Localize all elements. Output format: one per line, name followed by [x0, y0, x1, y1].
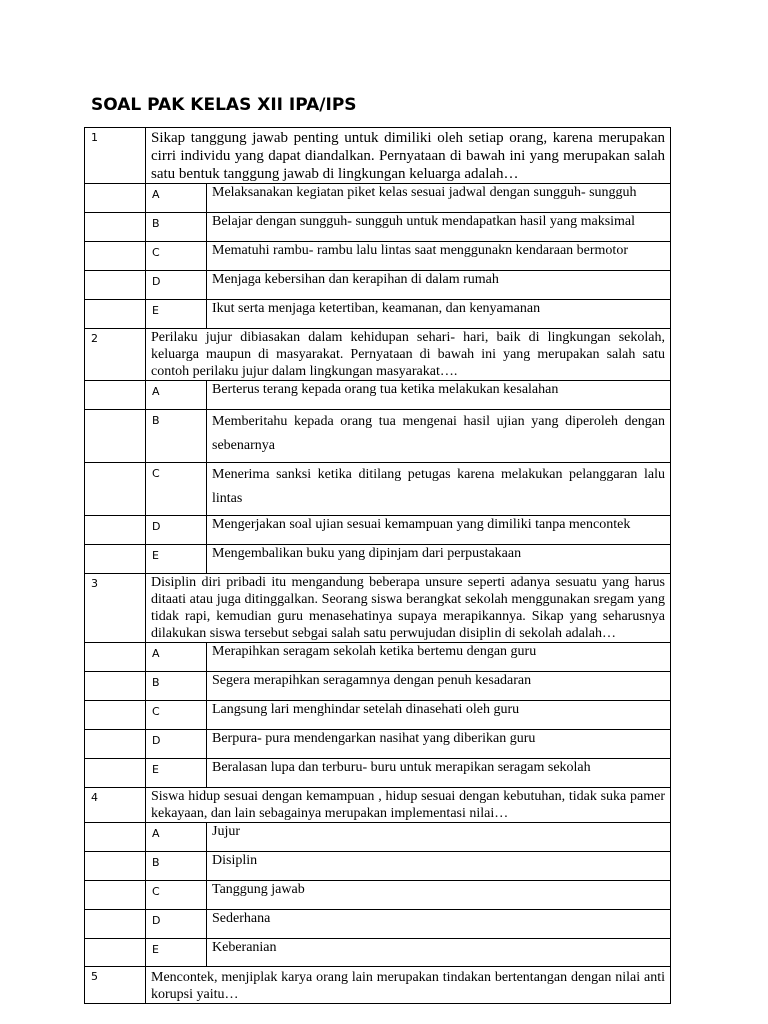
question-row — [85, 788, 671, 823]
question-number: 3 — [85, 574, 146, 643]
page-title: SOAL PAK KELAS XII IPA/IPS — [91, 95, 357, 115]
option-text: Segera merapihkan seragamnya dengan penuh kesadaran — [207, 672, 671, 701]
option-row — [85, 381, 671, 410]
option-text: Menerima sanksi ketika ditilang petugas karena melakukan pelanggaran lalu lintas — [207, 463, 671, 516]
option-letter: D — [146, 516, 207, 545]
question-number: 1 — [85, 128, 146, 184]
option-row — [85, 242, 671, 271]
option-text: Ikut serta menjaga ketertiban, keamanan, dan kenyamanan — [207, 300, 671, 329]
option-row — [85, 823, 671, 852]
option-row — [85, 410, 671, 463]
option-letter: A — [146, 643, 207, 672]
option-row — [85, 213, 671, 242]
option-letter: E — [146, 300, 207, 329]
question-row — [85, 967, 671, 1004]
option-text: Tanggung jawab — [207, 881, 671, 910]
option-row — [85, 852, 671, 881]
question-row — [85, 574, 671, 643]
question-text: Mencontek, menjiplak karya orang lain merupakan tindakan bertentangan dengan nilai anti korupsi yaitu… — [146, 967, 671, 1004]
option-row — [85, 463, 671, 516]
question-number: 4 — [85, 788, 146, 823]
option-row — [85, 300, 671, 329]
question-text: Perilaku jujur dibiasakan dalam kehidupan sehari- hari, baik di lingkungan sekolah, keluarga maupun di masyarakat. Pernyataan di bawah ini yang merupakan salah satu contoh perilaku jujur dalam lingkungan masyarakat…. — [146, 329, 671, 381]
option-text: Disiplin — [207, 852, 671, 881]
option-letter: D — [146, 910, 207, 939]
option-row — [85, 643, 671, 672]
option-letter: C — [146, 242, 207, 271]
option-row — [85, 881, 671, 910]
option-text: Mengerjakan soal ujian sesuai kemampuan yang dimiliki tanpa mencontek — [207, 516, 671, 545]
option-letter: D — [146, 730, 207, 759]
option-row — [85, 701, 671, 730]
question-row — [85, 128, 671, 184]
option-text: Merapihkan seragam sekolah ketika bertemu dengan guru — [207, 643, 671, 672]
option-text: Menjaga kebersihan dan kerapihan di dalam rumah — [207, 271, 671, 300]
option-letter: E — [146, 545, 207, 574]
option-text: Jujur — [207, 823, 671, 852]
option-letter: A — [146, 184, 207, 213]
option-text: Sederhana — [207, 910, 671, 939]
option-row — [85, 910, 671, 939]
question-number: 2 — [85, 329, 146, 381]
option-text: Berpura- pura mendengarkan nasihat yang diberikan guru — [207, 730, 671, 759]
question-row — [85, 329, 671, 381]
question-table — [84, 127, 671, 1004]
option-row — [85, 672, 671, 701]
question-text: Disiplin diri pribadi itu mengandung beberapa unsure seperti adanya sesuatu yang harus ditaati atau juga ditinggalkan. Seorang siswa berangkat sekolah menggunakan sregam yang tidak rapi, kemudian guru menasehatinya supaya merapikannya. Sikap yang seharusnya dilakukan siswa tersebut sebgai salah satu perwujudan disiplin di sekolah adalah… — [146, 574, 671, 643]
option-text: Beralasan lupa dan terburu- buru untuk merapikan seragam sekolah — [207, 759, 671, 788]
option-row — [85, 759, 671, 788]
option-text: Melaksanakan kegiatan piket kelas sesuai jadwal dengan sungguh- sungguh — [207, 184, 671, 213]
option-letter: A — [146, 381, 207, 410]
option-text: Memberitahu kepada orang tua mengenai hasil ujian yang diperoleh dengan sebenarnya — [207, 410, 671, 463]
option-letter: B — [146, 672, 207, 701]
option-text: Berterus terang kepada orang tua ketika melakukan kesalahan — [207, 381, 671, 410]
question-text: Sikap tanggung jawab penting untuk dimiliki oleh setiap orang, karena merupakan cirri individu yang dapat diandalkan. Pernyataan di bawah ini yang merupakan salah satu bentuk tanggung jawab di lingkungan keluarga adalah… — [146, 128, 671, 184]
option-letter: B — [146, 410, 207, 463]
option-letter: A — [146, 823, 207, 852]
option-row — [85, 545, 671, 574]
option-letter: D — [146, 271, 207, 300]
option-text: Mengembalikan buku yang dipinjam dari perpustakaan — [207, 545, 671, 574]
option-letter: C — [146, 881, 207, 910]
option-letter: E — [146, 939, 207, 967]
option-letter: E — [146, 759, 207, 788]
question-text: Siswa hidup sesuai dengan kemampuan , hidup sesuai dengan kebutuhan, tidak suka pamer kekayaan, dan lain sebagainya merupakan implementasi nilai… — [146, 788, 671, 823]
option-letter: B — [146, 213, 207, 242]
option-text: Keberanian — [207, 939, 671, 967]
option-text: Langsung lari menghindar setelah dinasehati oleh guru — [207, 701, 671, 730]
option-row — [85, 730, 671, 759]
option-row — [85, 939, 671, 967]
option-letter: C — [146, 701, 207, 730]
option-row — [85, 516, 671, 545]
option-letter: C — [146, 463, 207, 516]
option-row — [85, 271, 671, 300]
question-number: 5 — [85, 967, 146, 1004]
option-row — [85, 184, 671, 213]
option-text: Mematuhi rambu- rambu lalu lintas saat menggunakn kendaraan bermotor — [207, 242, 671, 271]
option-letter: B — [146, 852, 207, 881]
option-text: Belajar dengan sungguh- sungguh untuk mendapatkan hasil yang maksimal — [207, 213, 671, 242]
